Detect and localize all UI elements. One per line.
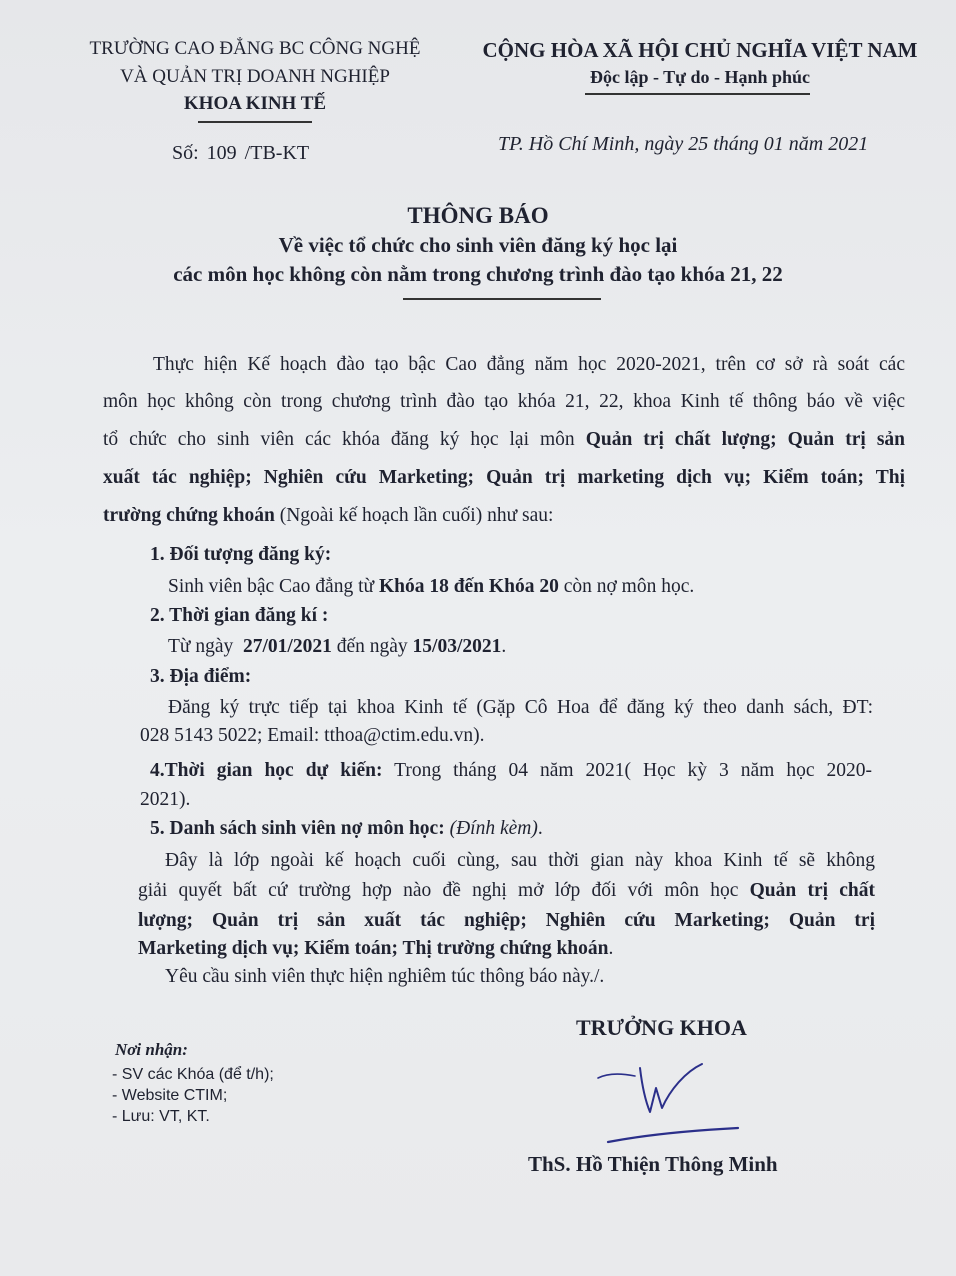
section-3-line-1-text: Đăng ký trực tiếp tại khoa Kinh tế (Gặp Cô Hoa để đăng ký theo danh sách, ĐT: [168, 697, 873, 718]
section-2-e: . [501, 636, 507, 657]
section-2-heading: 2. Thời gian đăng kí : [150, 605, 329, 626]
doc-subtitle-1: Về việc tổ chức cho sinh viên đăng ký học lại [278, 233, 678, 257]
section-2-body [168, 636, 506, 658]
section-2-d: 15/03/2021 [412, 636, 502, 657]
closing-line-4a: Marketing dịch vụ; Kiểm toán; Thị trường chứng khoán [138, 938, 609, 959]
intro-line-3 [103, 429, 905, 451]
section-1-heading: 1. Đối tượng đăng ký: [150, 544, 332, 565]
republic-title: CỘNG HÒA XÃ HỘI CHỦ NGHĨA VIỆT NAM [482, 38, 918, 62]
section-5-heading: 5. Danh sách sinh viên nợ môn học: [150, 818, 445, 839]
closing-line-1 [165, 850, 875, 872]
section-2-a: Từ ngày [168, 636, 244, 657]
handwritten-signature-icon [590, 1050, 740, 1150]
intro-line-5a: trường chứng khoán [103, 505, 275, 526]
intro-line-5 [103, 505, 905, 527]
intro-line-3-text [103, 429, 905, 451]
section-4-line-1-text [150, 760, 872, 782]
closing-line-1-text: Đây là lớp ngoài kế hoạch cuối cùng, sau thời gian này khoa Kinh tế sẽ không [165, 850, 875, 871]
motto: Độc lập - Tự do - Hạnh phúc [589, 67, 811, 87]
org-line-3: KHOA KINH TẾ [183, 93, 327, 114]
section-2-c: đến ngày [331, 636, 413, 657]
intro-line-1 [153, 354, 905, 376]
intro-line-4-text: xuất tác nghiệp; Nghiên cứu Marketing; Quản trị marketing dịch vụ; Kiểm toán; Thị [103, 467, 905, 488]
intro-line-1-text: Thực hiện Kế hoạch đào tạo bậc Cao đẳng năm học 2020-2021, trên cơ sở rà soát các [153, 354, 905, 375]
closing-line-2a: giải quyết bất cứ trường hợp nào đề nghị mở lớp đối với môn học [138, 880, 750, 901]
signatory-name: ThS. Hồ Thiện Thông Minh [528, 1152, 778, 1176]
org-line-2: VÀ QUẢN TRỊ DOANH NGHIỆP [120, 66, 390, 87]
doc-number: Số: 109 /TB-KT [172, 142, 310, 164]
section-4-heading: 4.Thời gian học dự kiến: [150, 760, 383, 781]
section-5-end: . [537, 818, 543, 839]
section-1-body [168, 576, 694, 598]
recipient-item: - Lưu: VT, KT. [112, 1108, 210, 1125]
intro-line-4 [103, 467, 905, 489]
place-date: TP. Hồ Chí Minh, ngày 25 tháng 01 năm 2021 [498, 133, 869, 155]
closing-line-5: Yêu cầu sinh viên thực hiện nghiêm túc thông báo này./. [165, 966, 605, 987]
signature-title: TRƯỞNG KHOA [576, 1015, 747, 1040]
section-4-a: Trong tháng 04 năm 2021( Học kỳ 3 năm học 2020- [382, 760, 872, 781]
title-underline [403, 298, 601, 300]
section-2-b: 27/01/2021 [243, 636, 332, 657]
org-line-1: TRƯỜNG CAO ĐẲNG BC CÔNG NGHỆ [89, 38, 421, 59]
section-5 [150, 818, 543, 840]
section-4-line-2: 2021). [140, 789, 191, 810]
closing-line-3-text: lượng; Quản trị sản xuất tác nghiệp; Nghiên cứu Marketing; Quản trị [138, 910, 875, 931]
doc-subtitle-2: các môn học không còn nằm trong chương trình đào tạo khóa 21, 22 [173, 262, 783, 286]
section-5-note: (Đính kèm) [444, 818, 538, 839]
section-1-c: còn nợ môn học. [558, 576, 695, 597]
org-underline [198, 121, 312, 123]
section-3-line-1 [168, 697, 873, 719]
closing-line-4 [138, 938, 613, 960]
motto-underline [585, 93, 810, 95]
section-1-a: Sinh viên bậc Cao đẳng từ [168, 576, 379, 597]
closing-line-2b: Quản trị chất [749, 880, 875, 901]
recipient-item: - Website CTIM; [112, 1087, 228, 1104]
section-1-b: Khóa 18 đến Khóa 20 [378, 576, 559, 597]
intro-line-2-text: môn học không còn trong chương trình đào tạo khóa 21, 22, khoa Kinh tế thông báo về việc [103, 391, 905, 412]
intro-line-3a: tổ chức cho sinh viên các khóa đăng ký học lại môn [103, 429, 586, 450]
recipient-item: - SV các Khóa (để t/h); [112, 1066, 274, 1083]
intro-line-2 [103, 391, 905, 413]
section-3-line-2: 028 5143 5022; Email: tthoa@ctim.edu.vn). [140, 725, 485, 746]
doc-title: THÔNG BÁO [407, 203, 549, 228]
closing-line-2 [138, 880, 875, 902]
intro-line-3b: Quản trị chất lượng; Quản trị sản [585, 429, 905, 450]
closing-line-4b: . [608, 938, 614, 959]
section-3-heading: 3. Địa điểm: [150, 666, 252, 687]
closing-line-2-text [138, 880, 875, 902]
section-4-line-1 [150, 760, 872, 782]
intro-line-5b: (Ngoài kế hoạch lần cuối) như sau: [274, 505, 554, 526]
closing-line-3 [138, 910, 875, 932]
recipients-heading: Nơi nhận: [115, 1040, 188, 1059]
